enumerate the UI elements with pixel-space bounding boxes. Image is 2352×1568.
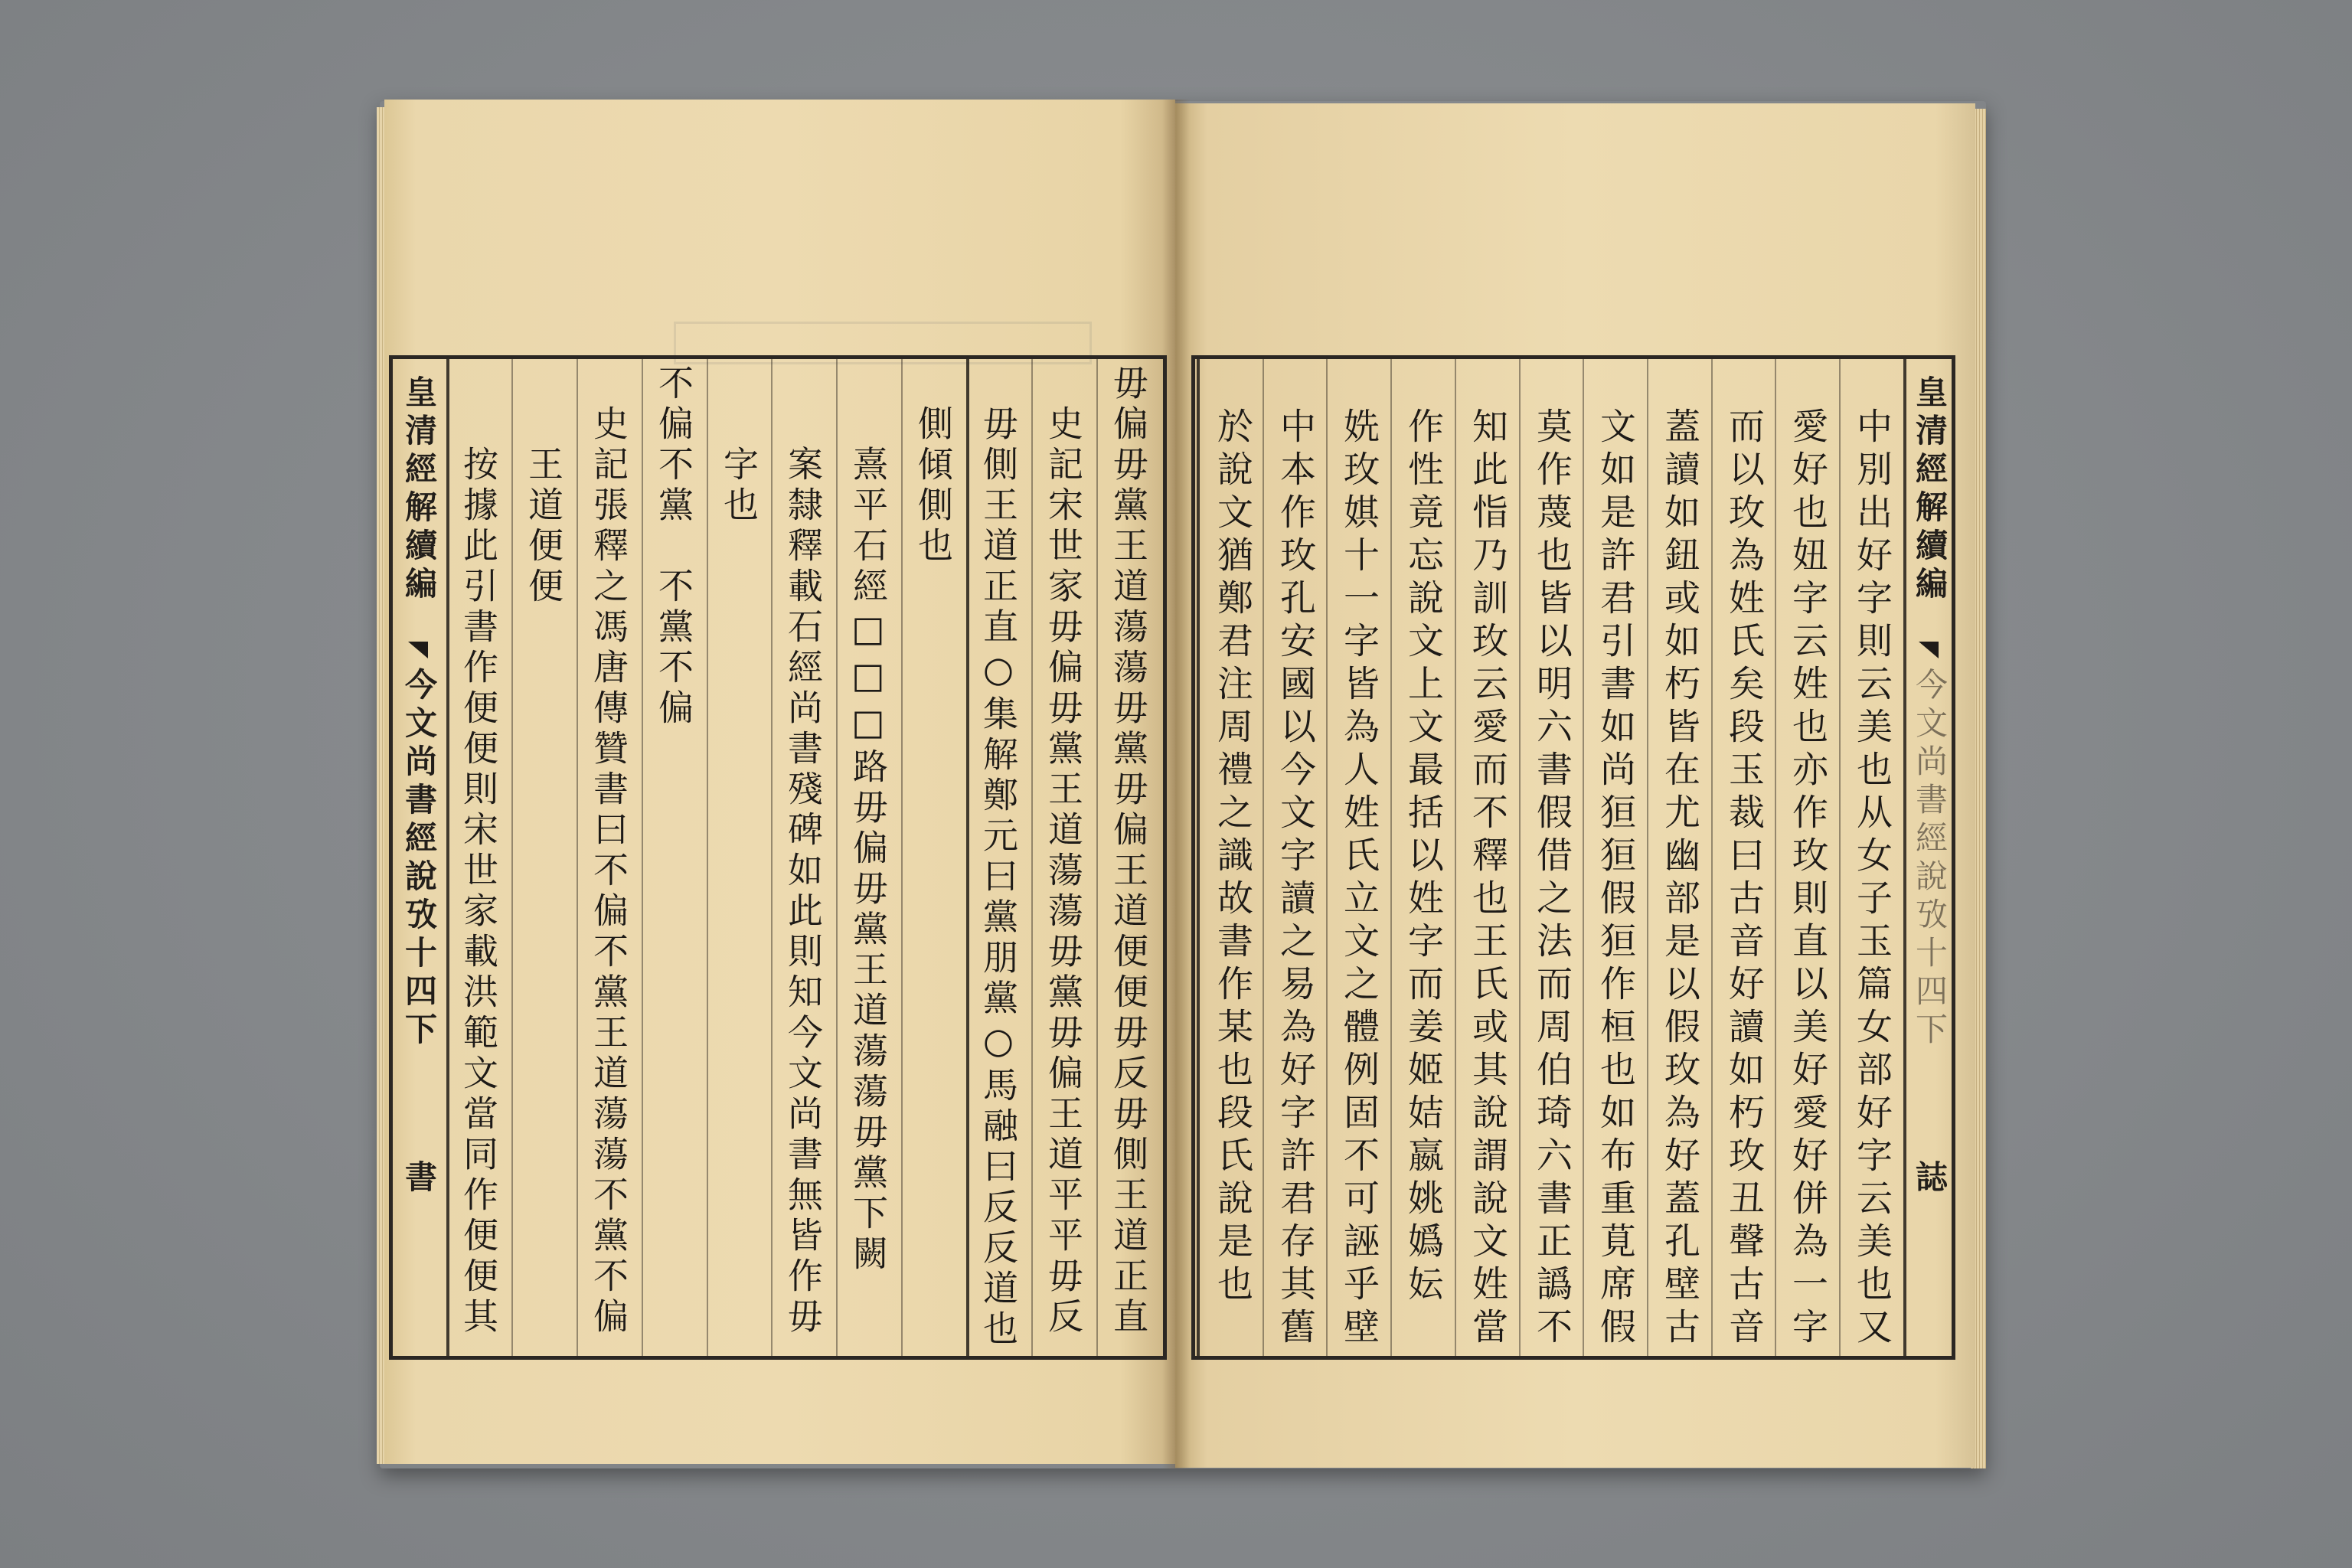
- text-column: 史記宋世家毋偏毋黨王道蕩蕩毋黨毋偏王道平平毋反: [1043, 405, 1084, 1338]
- fishtail-mark: [408, 642, 428, 658]
- text-column: 字也: [718, 446, 760, 527]
- text-column: 文如是許君引書如尚狟狟假狟作桓也如布重莧席假: [1594, 407, 1636, 1351]
- right-margin-chapter-title: 今文尚書經說攷十四下: [1911, 668, 1949, 1050]
- text-column: 案隸釋載石經尚書殘碑如此則知今文尚書無皆作毋: [782, 446, 824, 1338]
- text-column: 王道便便: [523, 446, 564, 608]
- text-column: 史記張釋之馮唐傳贊書曰不偏不黨王道蕩蕩不黨不偏: [588, 405, 629, 1338]
- text-column: 姺玫娸十一字皆為人姓氏立文之體例固不可誣乎壁: [1338, 407, 1380, 1351]
- text-column: 作性竟忘說文上文最括以姓字而姜姬姞嬴姚嬀妘: [1402, 407, 1444, 1308]
- text-column: 毋偏毋黨王道蕩蕩毋黨毋偏王道便便毋反毋側王道正直: [1108, 364, 1149, 1338]
- text-column: 於說文猶鄭君注周禮之識故書作某也段氏說是也: [1211, 407, 1253, 1308]
- text-column: 熹平石經□□□路毋偏毋黨王道蕩蕩毋黨下闕: [848, 446, 889, 1276]
- text-column: 中本作玫孔安國以今文字讀之易為好字許君存其舊: [1274, 407, 1316, 1351]
- text-column: 莫作蔑也皆以明六書假借之法而周伯琦六書正譌不: [1530, 407, 1573, 1351]
- fishtail-mark: [1919, 642, 1939, 658]
- text-column: 知此恉乃訓玫云愛而不釋也王氏或其說謂說文姓當: [1466, 407, 1508, 1351]
- left-margin-chapter-title: 今文尚書經說攷十四下: [400, 668, 438, 1050]
- text-column: 按據此引書作便便則宋世家載洪範文當同作便便其: [458, 446, 499, 1338]
- text-column: 蓋讀如鈕或如朽皆在尤幽部是以假玫為好蓋孔壁古: [1658, 407, 1700, 1351]
- text-column: 愛好也妞字云姓也亦作玫則直以美好愛好併為一字: [1786, 407, 1828, 1351]
- text-column: 而以玫為姓氏矣段玉裁曰古音好讀如朽玫丑聲古音: [1723, 407, 1765, 1351]
- text-column: 中別出好字則云美也从女子玉篇女部好字云美也又: [1851, 407, 1893, 1351]
- text-column: 不偏不黨 不黨不偏: [653, 364, 694, 730]
- left-margin-page-mark: 書: [400, 1160, 438, 1198]
- right-margin-book-title: 皇清經解續編: [1911, 375, 1949, 605]
- text-column: 側傾側也: [913, 405, 954, 567]
- text-column: 毋側王道正直○集解鄭元曰黨朋黨○馬融曰反反道也: [978, 405, 1019, 1351]
- left-margin-book-title: 皇清經解續編: [400, 375, 438, 605]
- right-margin-page-mark: 誌: [1911, 1160, 1949, 1198]
